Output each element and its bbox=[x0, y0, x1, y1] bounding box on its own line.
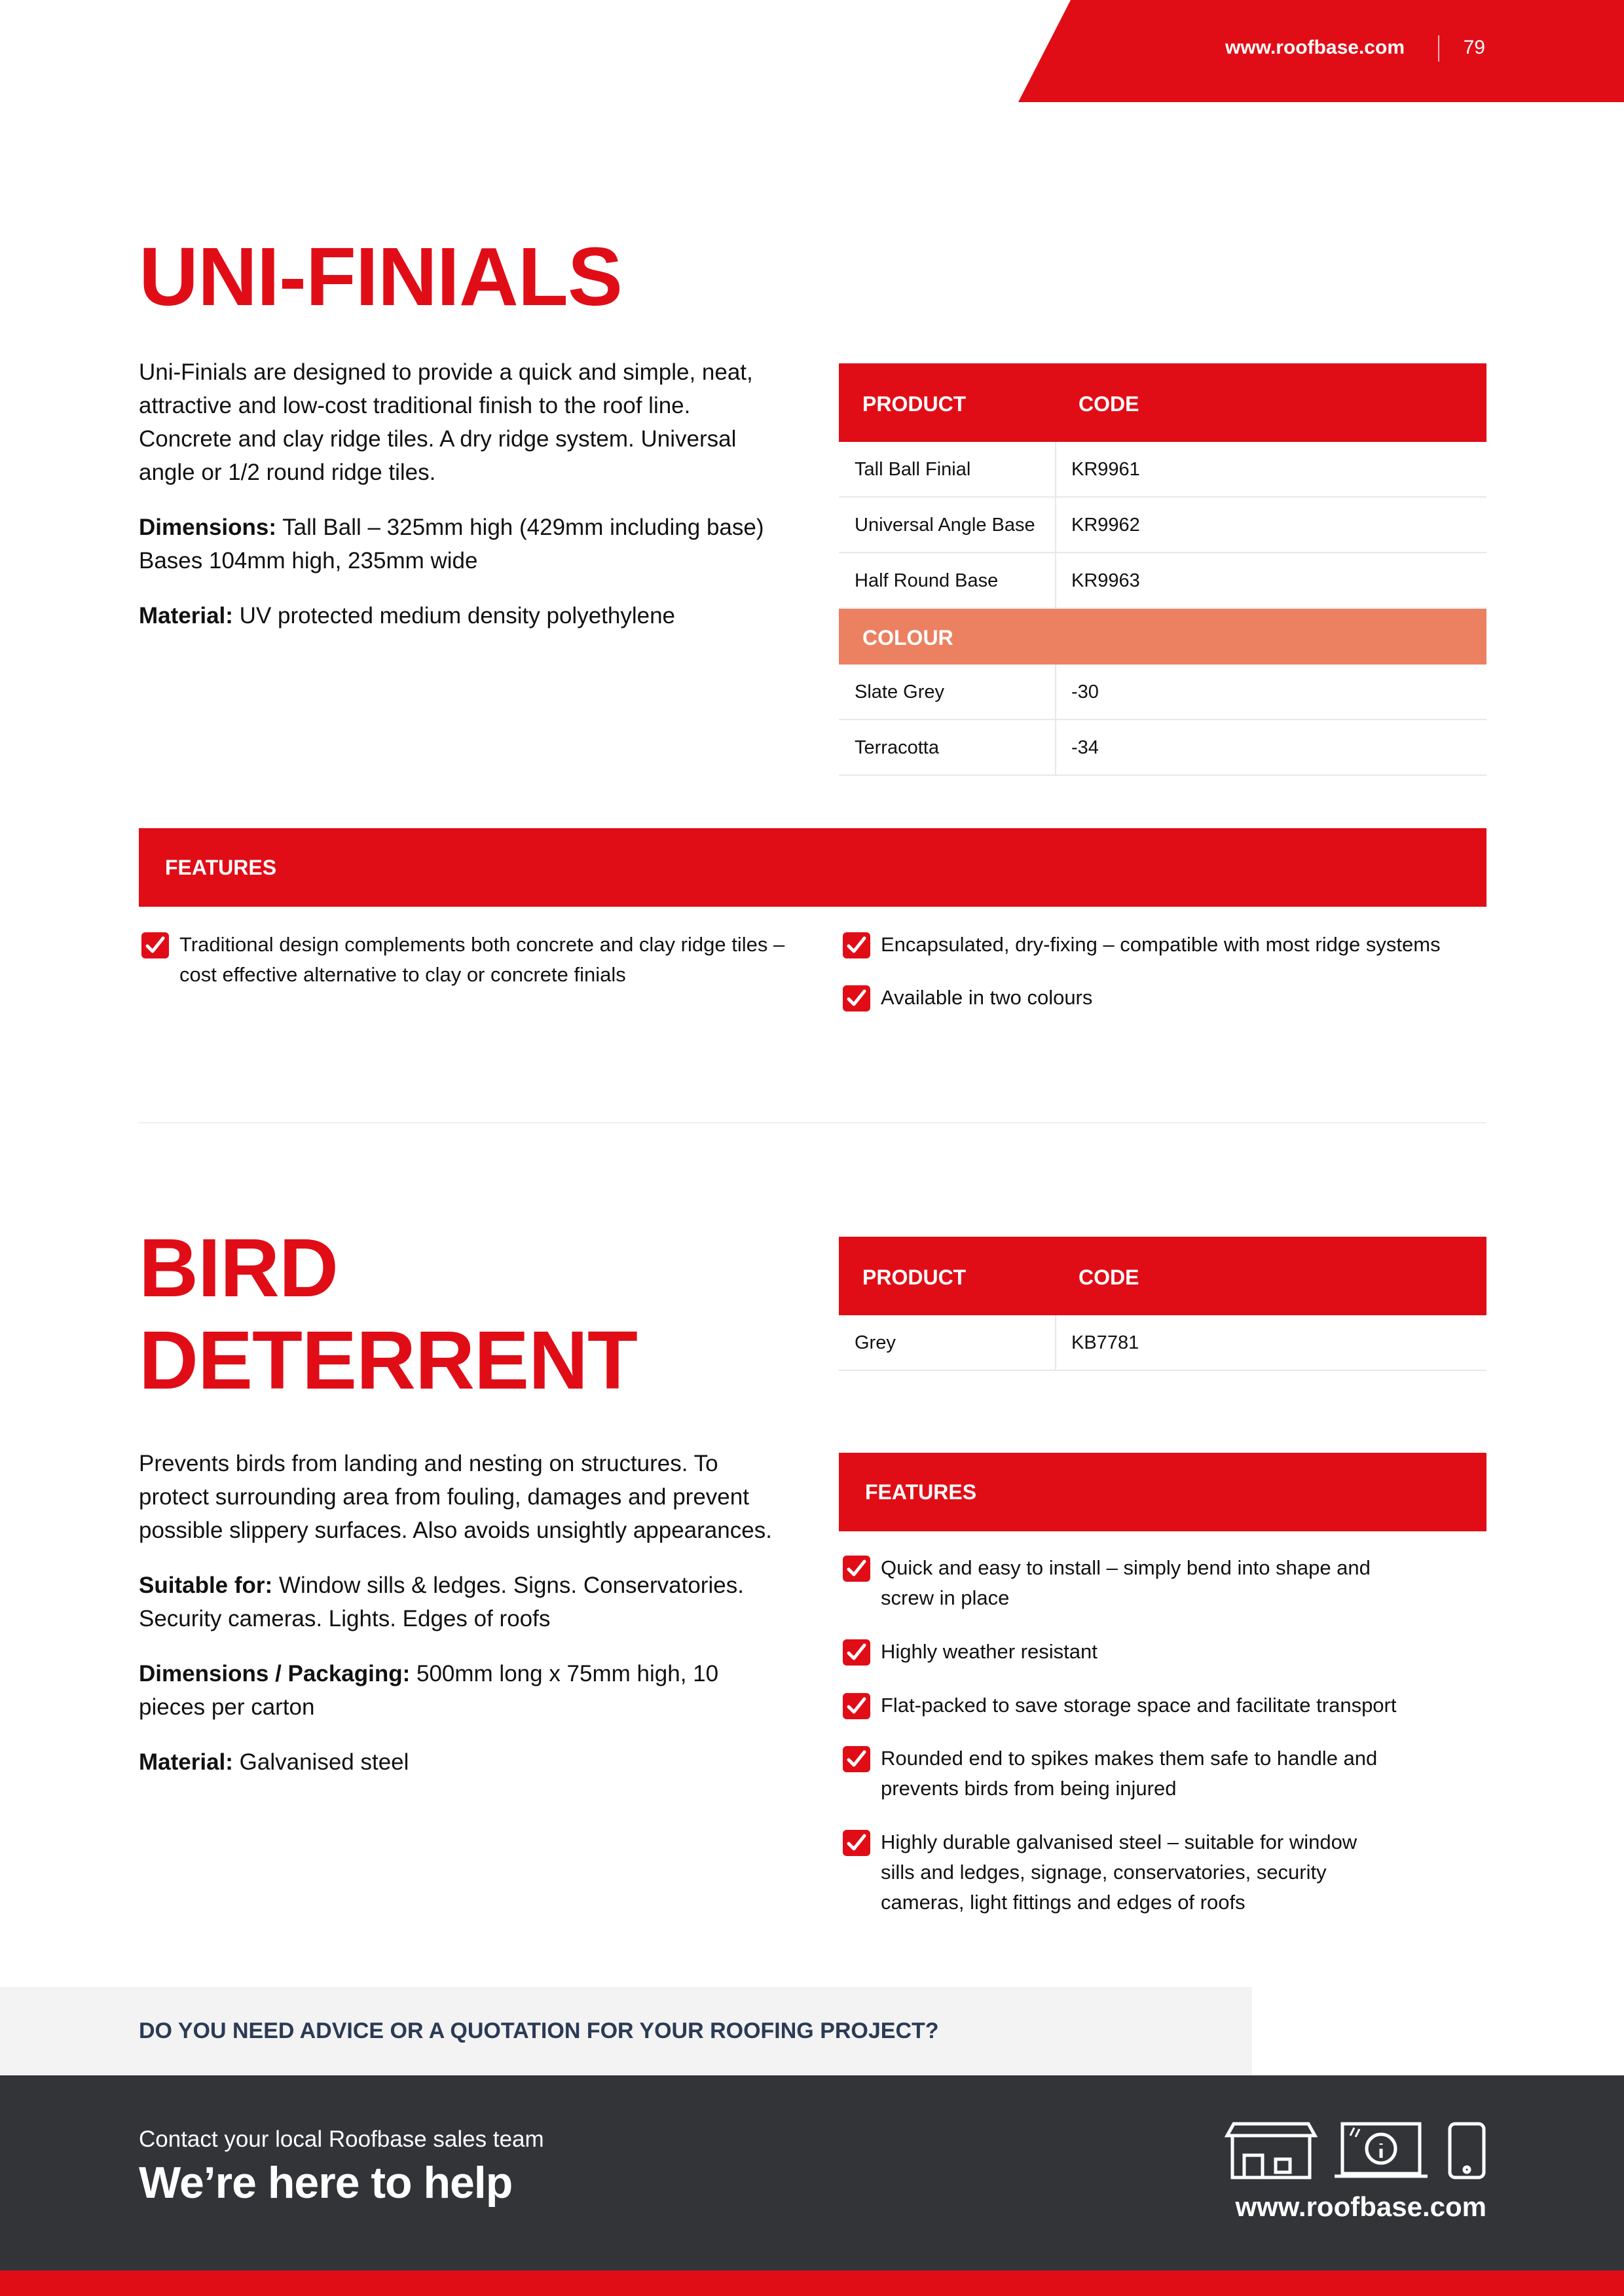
bird-deterrent-features-bar bbox=[839, 1453, 1486, 1531]
checkmark-icon bbox=[843, 932, 870, 958]
advice-question: DO YOU NEED ADVICE OR A QUOTATION FOR YOUR ROOFING PROJECT? bbox=[139, 2018, 939, 2043]
table-row bbox=[839, 665, 1486, 720]
uni-finials-description: Uni-Finials are designed to provide a quick and simple, neat, attractive and low-cost traditional finish to the roof line. Concrete and clay ridge tiles. A dry ridge system. Universal angle or 1/2 round ridge tiles. bbox=[139, 359, 753, 485]
material-label: Material: bbox=[139, 1749, 233, 1775]
colour-code: -30 bbox=[1071, 682, 1099, 702]
dimensions-value: Tall Ball – 325mm high (429mm including base) Bases 104mm high, 235mm wide bbox=[139, 515, 764, 574]
table-row bbox=[839, 498, 1486, 553]
feature-item bbox=[843, 1827, 1380, 1918]
product-code: KR9963 bbox=[1071, 570, 1140, 591]
col-code: CODE bbox=[1079, 1266, 1139, 1289]
bird-deterrent-title bbox=[139, 1222, 637, 1406]
checkmark-icon bbox=[141, 932, 169, 958]
feature-text: Traditional design complements both concrete and clay ridge tiles – cost effective alternative to clay or concrete finials bbox=[179, 933, 785, 986]
checkmark-icon bbox=[843, 1556, 870, 1582]
bottom-red-bar bbox=[0, 2270, 1624, 2296]
dimensions-label: Dimensions: bbox=[139, 515, 277, 540]
feature-text: Highly durable galvanised steel – suitable for window sills and ledges, signage, conservatories, security cameras, light fittings and edges of roofs bbox=[881, 1831, 1357, 1914]
features-title: FEATURES bbox=[165, 856, 277, 879]
section-divider bbox=[139, 1122, 1486, 1123]
feature-text: Available in two colours bbox=[881, 986, 1093, 1009]
material-value: UV protected medium density polyethylene bbox=[232, 603, 676, 629]
laptop-info-icon bbox=[1335, 2124, 1428, 2176]
store-icon bbox=[1227, 2124, 1315, 2178]
checkmark-icon bbox=[843, 1830, 870, 1856]
checkmark-icon bbox=[843, 985, 870, 1011]
page-number: 79 bbox=[1463, 37, 1485, 58]
table-row bbox=[839, 1315, 1486, 1371]
bird-deterrent-description: Prevents birds from landing and nesting on structures. To protect surrounding area from fouling, damages and prevent possible slippery surfaces. Also avoids unsightly appearances. bbox=[139, 1451, 772, 1543]
product-name: Grey bbox=[855, 1332, 896, 1353]
dimensions-label: Dimensions / Packaging: bbox=[139, 1661, 411, 1686]
advice-banner bbox=[0, 1987, 1252, 2075]
feature-text: Flat-packed to save storage space and facilitate transport bbox=[881, 1694, 1397, 1717]
phone-icon bbox=[1450, 2124, 1484, 2178]
colour-subheader bbox=[839, 609, 1486, 665]
col-product: PRODUCT bbox=[862, 392, 967, 416]
feature-item bbox=[843, 1690, 1485, 1721]
uni-finials-material bbox=[139, 599, 774, 632]
uni-finials-title: UNI-FINIALS bbox=[139, 230, 622, 323]
material-label: Material: bbox=[139, 603, 233, 629]
suitable-label: Suitable for: bbox=[139, 1573, 273, 1598]
features-title: FEATURES bbox=[865, 1480, 977, 1504]
feature-text: Encapsulated, dry-fixing – compatible with most ridge systems bbox=[881, 933, 1441, 956]
feature-item bbox=[843, 983, 1491, 1013]
suitable-value: Window sills & ledges. Signs. Conservatories. Security cameras. Lights. Edges of roofs bbox=[139, 1573, 744, 1631]
title-line-2: DETERRENT bbox=[139, 1314, 638, 1407]
col-product: PRODUCT bbox=[862, 1266, 967, 1289]
material-value: Galvanised steel bbox=[232, 1749, 409, 1775]
table-row bbox=[839, 720, 1486, 776]
product-name: Universal Angle Base bbox=[855, 515, 1035, 536]
product-code: KB7781 bbox=[1071, 1332, 1139, 1353]
footer bbox=[0, 2075, 1624, 2270]
uni-finials-features-bar bbox=[139, 828, 1486, 907]
uni-finials-product-table bbox=[839, 363, 1486, 776]
bird-deterrent-dimensions bbox=[139, 1657, 774, 1724]
header-divider bbox=[1438, 35, 1439, 62]
dimensions-value: 500mm long x 75mm high, 10 pieces per carton bbox=[139, 1661, 719, 1720]
footer-headline: We’re here to help bbox=[139, 2158, 513, 2208]
feature-item bbox=[843, 1553, 1419, 1613]
contact-text: Contact your local Roofbase sales team bbox=[139, 2126, 544, 2152]
product-code: KR9962 bbox=[1071, 515, 1140, 536]
footer-website-link[interactable]: www.roofbase.com bbox=[1235, 2191, 1486, 2222]
checkmark-icon bbox=[843, 1746, 870, 1772]
colour-name: Terracotta bbox=[855, 737, 939, 758]
colour-label: COLOUR bbox=[862, 626, 953, 649]
checkmark-icon bbox=[843, 1693, 870, 1719]
colour-name: Slate Grey bbox=[855, 682, 944, 702]
contact-icons bbox=[1225, 2121, 1486, 2180]
checkmark-icon bbox=[843, 1639, 870, 1666]
product-name: Half Round Base bbox=[855, 570, 999, 591]
header-website-link[interactable]: www.roofbase.com bbox=[1225, 37, 1405, 58]
bird-deterrent-product-table bbox=[839, 1237, 1486, 1371]
feature-item bbox=[843, 1743, 1419, 1804]
uni-finials-dimensions bbox=[139, 511, 774, 577]
feature-item bbox=[843, 930, 1491, 960]
bird-deterrent-suitable bbox=[139, 1569, 774, 1635]
feature-item bbox=[843, 1637, 1419, 1667]
table-row bbox=[839, 442, 1486, 498]
feature-text: Quick and easy to install – simply bend into shape and screw in place bbox=[881, 1556, 1371, 1609]
feature-text: Highly weather resistant bbox=[881, 1640, 1098, 1663]
colour-code: -34 bbox=[1071, 737, 1099, 758]
feature-text: Rounded end to spikes makes them safe to handle and prevents birds from being injured bbox=[881, 1747, 1378, 1800]
col-code: CODE bbox=[1079, 392, 1139, 416]
product-code: KR9961 bbox=[1071, 459, 1140, 480]
feature-item bbox=[141, 930, 796, 990]
table-row bbox=[839, 553, 1486, 609]
title-line-1: BIRD bbox=[139, 1222, 338, 1314]
table-header bbox=[839, 363, 1486, 442]
table-header bbox=[839, 1237, 1486, 1315]
bird-deterrent-material bbox=[139, 1745, 774, 1779]
product-name: Tall Ball Finial bbox=[855, 459, 971, 480]
